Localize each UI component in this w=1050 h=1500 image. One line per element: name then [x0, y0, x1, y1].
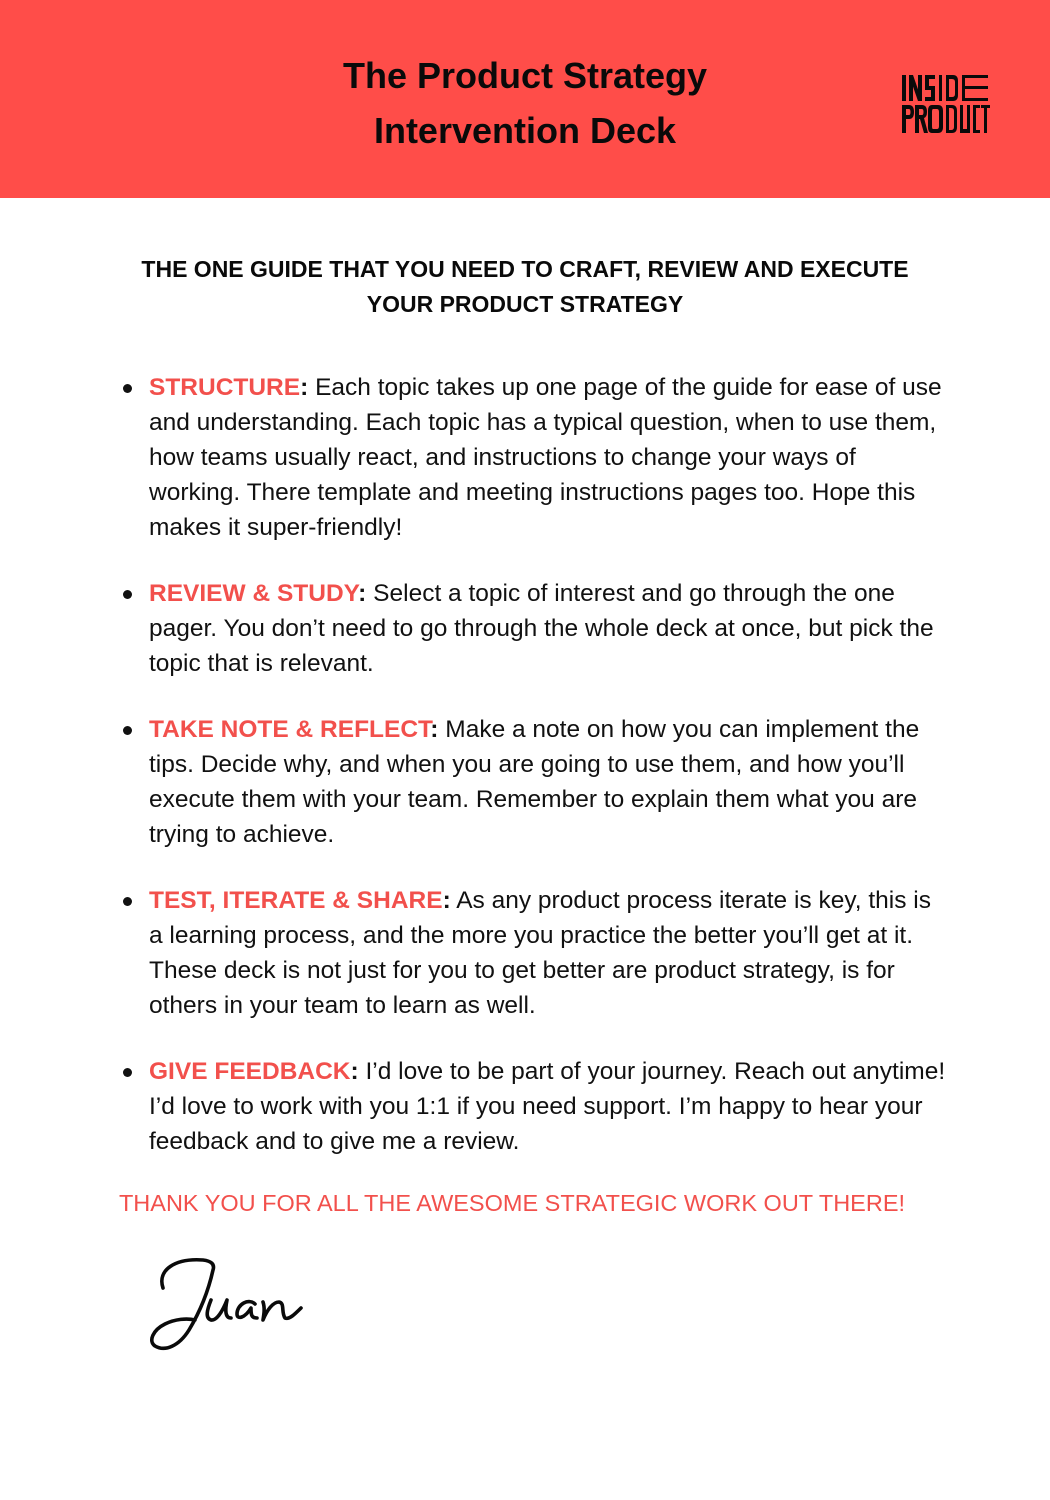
subtitle-line-1: THE ONE GUIDE THAT YOU NEED TO CRAFT, REVIEW AND EXECUTE — [141, 256, 909, 282]
thank-you-message: THANK YOU FOR ALL THE AWESOME STRATEGIC WORK OUT THERE! — [118, 1190, 906, 1216]
list-item-give-feedback — [120, 1054, 950, 1159]
bullet-icon — [123, 726, 132, 735]
item-colon: : — [442, 887, 451, 914]
inside-product-logo — [902, 73, 990, 135]
title-line-2: Intervention Deck — [373, 110, 677, 151]
list-item-test-iterate-share — [120, 883, 950, 1023]
item-term: TEST, ITERATE & SHARE — [149, 887, 443, 914]
item-colon: : — [350, 1058, 359, 1085]
bullet-icon — [123, 897, 132, 906]
item-term: GIVE FEEDBACK — [149, 1058, 351, 1085]
guide-subtitle — [80, 252, 970, 322]
item-text: Each topic takes up one page of the guide for ease of use and understanding. Each topic has a typical question, when to use them, how teams usually react, and instructions to change your ways of working. There template and meeting instructions pages too. Hope this makes it super-friendly! — [149, 374, 942, 541]
item-term: TAKE NOTE & REFLECT — [149, 716, 431, 743]
bullet-icon — [123, 590, 132, 599]
item-text: Select a topic of interest and go through the one pager. You don’t need to go through the whole deck at once, but pick the topic that is relevant. — [149, 580, 934, 677]
instructions-list — [120, 370, 950, 1190]
list-item-take-note-reflect — [120, 712, 950, 852]
page-title — [250, 48, 800, 158]
title-line-1: The Product Strategy — [342, 55, 708, 96]
bullet-icon — [123, 384, 132, 393]
item-text: Make a note on how you can implement the tips. Decide why, and when you are going to use them, and how you’ll execute them with your team. Remember to explain them what you are trying to achieve. — [149, 716, 920, 848]
bullet-icon — [123, 1068, 132, 1077]
item-text: I’d love to be part of your journey. Reach out anytime! I’d love to work with you 1:1 if you need support. I’m happy to hear your feedback and to give me a review. — [149, 1058, 946, 1155]
list-item-structure — [120, 370, 950, 545]
item-colon: : — [358, 580, 367, 607]
header-banner — [0, 0, 1050, 198]
subtitle-line-2: YOUR PRODUCT STRATEGY — [366, 291, 684, 317]
item-colon: : — [300, 374, 309, 401]
item-term: REVIEW & STUDY — [149, 580, 359, 607]
list-item-review-study — [120, 576, 950, 681]
item-term: STRUCTURE — [149, 374, 301, 401]
item-colon: : — [430, 716, 439, 743]
signature-juan — [145, 1248, 325, 1358]
item-text: As any product process iterate is key, this is a learning process, and the more you practice the better you’ll get at it. These deck is not just for you to get better are product strategy, is for others in your team to learn as well. — [149, 887, 931, 1019]
